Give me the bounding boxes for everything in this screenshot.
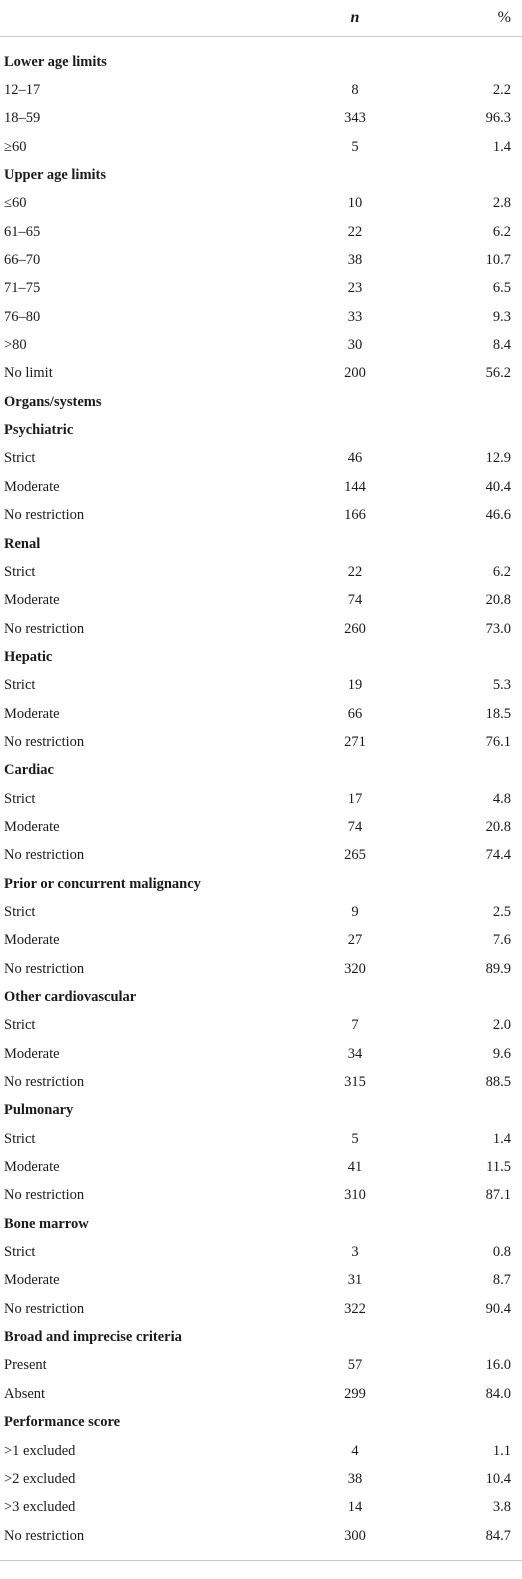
row-percent-value: 88.5 (485, 1074, 511, 1091)
row-n-value: 322 (344, 1300, 366, 1317)
row-label: Upper age limits (4, 167, 107, 184)
row-n-value: 46 (347, 450, 363, 467)
table-row (0, 502, 522, 530)
row-percent-value: 20.8 (485, 818, 511, 835)
row-label: Moderate (4, 932, 60, 949)
section-header-row (0, 1210, 522, 1238)
row-percent-value: 16.0 (485, 1357, 511, 1374)
row-n-value: 4 (351, 1442, 359, 1459)
row-percent-value: 7.6 (492, 932, 511, 949)
row-label: No limit (4, 365, 53, 382)
row-percent-value: 89.9 (485, 960, 511, 977)
row-label: >3 excluded (4, 1499, 76, 1516)
row-label: Performance score (4, 1414, 121, 1431)
table-row (0, 76, 522, 104)
row-n-value: 9 (351, 903, 359, 920)
row-percent-value: 90.4 (485, 1300, 511, 1317)
row-label: Absent (4, 1385, 46, 1402)
row-n-value: 34 (347, 1045, 363, 1062)
table-row (0, 1522, 522, 1550)
row-label: No restriction (4, 1527, 85, 1544)
table-row (0, 1465, 522, 1493)
table-row (0, 927, 522, 955)
row-percent-value: 73.0 (485, 620, 511, 637)
table-row (0, 1238, 522, 1266)
row-percent-value: 1.1 (492, 1442, 511, 1459)
row-label: Psychiatric (4, 422, 74, 439)
table-row (0, 587, 522, 615)
table-row (0, 275, 522, 303)
row-percent-value: 6.2 (492, 223, 511, 240)
row-label: 18–59 (4, 110, 41, 127)
row-label: Renal (4, 535, 41, 552)
row-n-value: 8 (351, 82, 359, 99)
section-header-row (0, 983, 522, 1011)
header-n: n (350, 9, 360, 26)
row-label: >2 excluded (4, 1470, 76, 1487)
row-n-value: 22 (347, 223, 363, 240)
row-n-value: 7 (351, 1017, 359, 1034)
row-label: Strict (4, 1017, 36, 1034)
row-percent-value: 46.6 (485, 507, 511, 524)
row-n-value: 260 (344, 620, 366, 637)
row-n-value: 41 (347, 1159, 363, 1176)
row-label: Moderate (4, 1272, 60, 1289)
row-n-value: 38 (347, 1470, 363, 1487)
table-row (0, 785, 522, 813)
row-label: No restriction (4, 847, 85, 864)
row-percent-value: 5.3 (492, 677, 511, 694)
row-n-value: 310 (344, 1187, 366, 1204)
table-row (0, 1153, 522, 1181)
table-row (0, 1494, 522, 1522)
row-percent-value: 87.1 (485, 1187, 511, 1204)
section-header-row (0, 388, 522, 416)
section-header-row (0, 416, 522, 444)
row-percent-value: 20.8 (485, 592, 511, 609)
table-row (0, 105, 522, 133)
row-n-value: 3 (351, 1244, 359, 1261)
row-label: Lower age limits (4, 53, 107, 70)
row-percent-value: 12.9 (485, 450, 511, 467)
table-row (0, 331, 522, 359)
row-n-value: 300 (344, 1527, 366, 1544)
row-label: No restriction (4, 960, 85, 977)
table-row (0, 842, 522, 870)
row-label: 66–70 (4, 252, 41, 269)
table-row (0, 898, 522, 926)
row-percent-value: 1.4 (492, 1130, 511, 1147)
row-n-value: 166 (344, 507, 366, 524)
section-header-row (0, 48, 522, 76)
row-label: No restriction (4, 620, 85, 637)
row-label: No restriction (4, 733, 85, 750)
row-label: Strict (4, 903, 36, 920)
row-n-value: 144 (344, 478, 366, 495)
table-row (0, 728, 522, 756)
table-row (0, 1040, 522, 1068)
table-row (0, 1125, 522, 1153)
header-percent: % (497, 9, 511, 26)
row-n-value: 14 (347, 1499, 363, 1516)
row-n-value: 271 (344, 733, 366, 750)
row-n-value: 23 (347, 280, 363, 297)
table-row (0, 955, 522, 983)
row-percent-value: 9.3 (492, 308, 511, 325)
row-n-value: 5 (351, 138, 359, 155)
row-label: Moderate (4, 1045, 60, 1062)
row-label: Strict (4, 790, 36, 807)
row-label: No restriction (4, 1300, 85, 1317)
row-percent-value: 96.3 (485, 110, 511, 127)
row-percent-value: 84.0 (485, 1385, 511, 1402)
row-n-value: 265 (344, 847, 366, 864)
row-label: >1 excluded (4, 1442, 76, 1459)
bottom-rule (0, 1560, 522, 1561)
row-percent-value: 1.4 (492, 138, 511, 155)
row-n-value: 27 (347, 932, 363, 949)
table-row (0, 1295, 522, 1323)
row-n-value: 343 (344, 110, 366, 127)
row-percent-value: 10.4 (485, 1470, 511, 1487)
table-row (0, 700, 522, 728)
row-n-value: 33 (347, 308, 363, 325)
row-label: Bone marrow (4, 1215, 89, 1232)
row-label: Moderate (4, 478, 60, 495)
row-label: 61–65 (4, 223, 41, 240)
row-n-value: 66 (347, 705, 363, 722)
row-n-value: 5 (351, 1130, 359, 1147)
row-percent-value: 4.8 (492, 790, 511, 807)
table-row (0, 473, 522, 501)
row-n-value: 30 (347, 337, 363, 354)
table-body (0, 48, 522, 1550)
row-n-value: 315 (344, 1074, 366, 1091)
row-label: Strict (4, 1130, 36, 1147)
table-row (0, 813, 522, 841)
table-row (0, 615, 522, 643)
row-label: ≤60 (4, 195, 27, 212)
row-percent-value: 2.2 (492, 82, 511, 99)
row-percent-value: 76.1 (485, 733, 511, 750)
row-n-value: 22 (347, 563, 363, 580)
row-percent-value: 0.8 (492, 1244, 511, 1261)
row-percent-value: 11.5 (486, 1159, 511, 1176)
row-label: 76–80 (4, 308, 41, 325)
table-row (0, 1012, 522, 1040)
row-label: No restriction (4, 507, 85, 524)
row-n-value: 10 (347, 195, 363, 212)
row-percent-value: 9.6 (492, 1045, 511, 1062)
row-percent-value: 56.2 (485, 365, 511, 382)
row-percent-value: 10.7 (485, 252, 511, 269)
section-header-row (0, 870, 522, 898)
row-n-value: 320 (344, 960, 366, 977)
table-row (0, 1380, 522, 1408)
row-label: Broad and imprecise criteria (4, 1329, 182, 1346)
row-percent-value: 8.4 (492, 337, 511, 354)
row-label: Moderate (4, 705, 60, 722)
row-label: No restriction (4, 1187, 85, 1204)
row-label: Cardiac (4, 762, 54, 779)
table-row (0, 190, 522, 218)
row-n-value: 74 (347, 818, 363, 835)
row-n-value: 74 (347, 592, 363, 609)
row-label: Other cardiovascular (4, 989, 137, 1006)
row-label: Pulmonary (4, 1102, 74, 1119)
row-n-value: 38 (347, 252, 363, 269)
table-row (0, 246, 522, 274)
table-row (0, 133, 522, 161)
table-row (0, 1437, 522, 1465)
section-header-row (0, 161, 522, 189)
row-label: 12–17 (4, 82, 41, 99)
row-label: Strict (4, 677, 36, 694)
row-percent-value: 84.7 (485, 1527, 511, 1544)
table-row (0, 1182, 522, 1210)
row-label: Strict (4, 450, 36, 467)
table-row (0, 1068, 522, 1096)
section-header-row (0, 530, 522, 558)
row-percent-value: 6.5 (492, 280, 511, 297)
row-label: Present (4, 1357, 47, 1374)
table-row (0, 218, 522, 246)
row-n-value: 31 (347, 1272, 363, 1289)
row-label: Strict (4, 563, 36, 580)
table-row (0, 1352, 522, 1380)
row-label: Moderate (4, 1159, 60, 1176)
section-header-row (0, 757, 522, 785)
row-label: Moderate (4, 818, 60, 835)
table-row (0, 445, 522, 473)
row-label: ≥60 (4, 138, 27, 155)
row-label: No restriction (4, 1074, 85, 1091)
section-header-row (0, 1323, 522, 1351)
row-percent-value: 74.4 (485, 847, 511, 864)
row-label: Moderate (4, 592, 60, 609)
row-label: >80 (4, 337, 27, 354)
section-header-row (0, 1409, 522, 1437)
table-header (0, 0, 522, 37)
row-percent-value: 6.2 (492, 563, 511, 580)
section-header-row (0, 643, 522, 671)
row-n-value: 200 (344, 365, 366, 382)
row-n-value: 299 (344, 1385, 366, 1402)
row-n-value: 19 (347, 677, 363, 694)
row-label: Strict (4, 1244, 36, 1261)
row-percent-value: 18.5 (485, 705, 511, 722)
section-header-row (0, 1097, 522, 1125)
row-label: Organs/systems (4, 393, 102, 410)
row-percent-value: 40.4 (485, 478, 511, 495)
table-row (0, 1267, 522, 1295)
table-row (0, 303, 522, 331)
row-percent-value: 2.5 (492, 903, 511, 920)
table-row (0, 558, 522, 586)
row-percent-value: 3.8 (492, 1499, 511, 1516)
row-percent-value: 2.0 (492, 1017, 511, 1034)
row-percent-value: 2.8 (492, 195, 511, 212)
row-percent-value: 8.7 (492, 1272, 511, 1289)
table-row (0, 360, 522, 388)
row-label: Hepatic (4, 648, 53, 665)
row-label: 71–75 (4, 280, 41, 297)
row-label: Prior or concurrent malignancy (4, 875, 201, 892)
table-row (0, 672, 522, 700)
row-n-value: 57 (347, 1357, 363, 1374)
row-n-value: 17 (347, 790, 363, 807)
